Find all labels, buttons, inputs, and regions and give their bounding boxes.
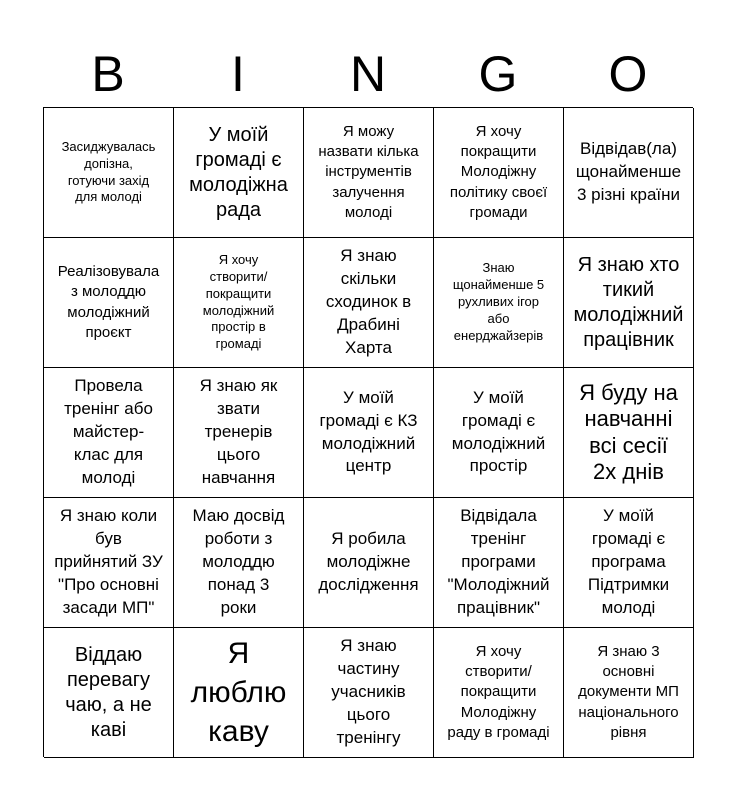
bingo-header <box>43 42 693 106</box>
header-letter-g: G <box>478 46 518 102</box>
bingo-cell-r1c5[interactable] <box>564 108 694 238</box>
cell-text: Маю досвід роботи з молоддю понад 3 роки <box>192 506 285 617</box>
bingo-cell-r2c4[interactable] <box>434 238 564 368</box>
bingo-cell-r1c3[interactable] <box>304 108 434 238</box>
header-letter-b: B <box>91 46 125 102</box>
bingo-cell-r3c2[interactable] <box>174 368 304 498</box>
bingo-cell-r5c2[interactable] <box>174 628 304 758</box>
cell-text: Я знаю як звати тренерів цього навчання <box>199 376 278 487</box>
bingo-cell-r1c2[interactable] <box>174 108 304 238</box>
bingo-grid <box>43 107 693 757</box>
bingo-cell-r3c5[interactable] <box>564 368 694 498</box>
cell-text: Я люблю каву <box>190 637 287 748</box>
bingo-cell-r5c3[interactable] <box>304 628 434 758</box>
bingo-cell-r2c3[interactable] <box>304 238 434 368</box>
bingo-cell-r3c3[interactable] <box>304 368 434 498</box>
cell-text: У моїй громаді є КЗ молодіжний центр <box>319 387 418 476</box>
bingo-cell-r4c3[interactable] <box>304 498 434 628</box>
bingo-cell-r2c2[interactable] <box>174 238 304 368</box>
cell-text: Я знаю хто тикий молодіжний працівник <box>573 253 684 351</box>
header-letter-n: N <box>349 46 387 102</box>
bingo-cell-r4c5[interactable] <box>564 498 694 628</box>
bingo-cell-r4c4[interactable] <box>434 498 564 628</box>
cell-text: Я робила молодіжне дослідження <box>318 529 419 594</box>
cell-text: Провела тренінг або майстер- клас для молоді <box>64 376 153 487</box>
bingo-cell-r4c2[interactable] <box>174 498 304 628</box>
cell-text: Я хочу створити/ покращити Молодіжну раду в громаді <box>447 642 550 741</box>
cell-text: У моїй громаді є молодіжна рада <box>189 123 288 221</box>
cell-text: Я знаю коли був прийнятий ЗУ "Про основні засади МП" <box>54 506 163 617</box>
bingo-cell-r5c1[interactable] <box>44 628 174 758</box>
bingo-cell-r2c5[interactable] <box>564 238 694 368</box>
bingo-cell-r5c5[interactable] <box>564 628 694 758</box>
cell-text: У моїй громаді є програма Підтримки молоді <box>587 506 670 617</box>
cell-text: Знаю щонайменше 5 рухливих ігор або енерджайзерів <box>452 260 545 343</box>
bingo-cell-r3c1[interactable] <box>44 368 174 498</box>
bingo-cell-r2c1[interactable] <box>44 238 174 368</box>
bingo-cell-r1c4[interactable] <box>434 108 564 238</box>
cell-text: Я можу назвати кілька інструментів залучення молоді <box>318 122 419 221</box>
cell-text: Я знаю частину учасників цього тренінгу <box>331 636 406 747</box>
header-letter-o: O <box>608 46 648 102</box>
cell-text: Віддаю перевагу чаю, а не каві <box>65 643 152 741</box>
cell-text: Засиджувалась допізна, готуючи захід для молоді <box>61 138 156 205</box>
bingo-cell-r1c1[interactable] <box>44 108 174 238</box>
cell-text: Я буду на навчанні всі сесії 2х днів <box>579 379 678 484</box>
cell-text: Я знаю скільки сходинок в Драбині Харта <box>325 246 412 357</box>
bingo-cell-r4c1[interactable] <box>44 498 174 628</box>
bingo-cell-r5c4[interactable] <box>434 628 564 758</box>
cell-text: Я знаю 3 основні документи МП національного рівня <box>578 642 679 741</box>
cell-text: Реалізовувала з молоддю молодіжний проєкт <box>57 263 160 341</box>
bingo-cell-r3c4[interactable] <box>434 368 564 498</box>
cell-text: У моїй громаді є молодіжний простір <box>451 387 546 476</box>
header-letter-i: I <box>231 46 245 102</box>
cell-text: Я хочу створити/ покращити молодіжний простір в громаді <box>202 251 275 352</box>
cell-text: Я хочу покращити Молодіжну політику своєї громади <box>449 122 548 221</box>
cell-text: Відвідав(ла) щонайменше 3 різні країни <box>575 139 682 204</box>
cell-text: Відвідала тренінг програми "Молодіжний працівник" <box>447 506 550 617</box>
